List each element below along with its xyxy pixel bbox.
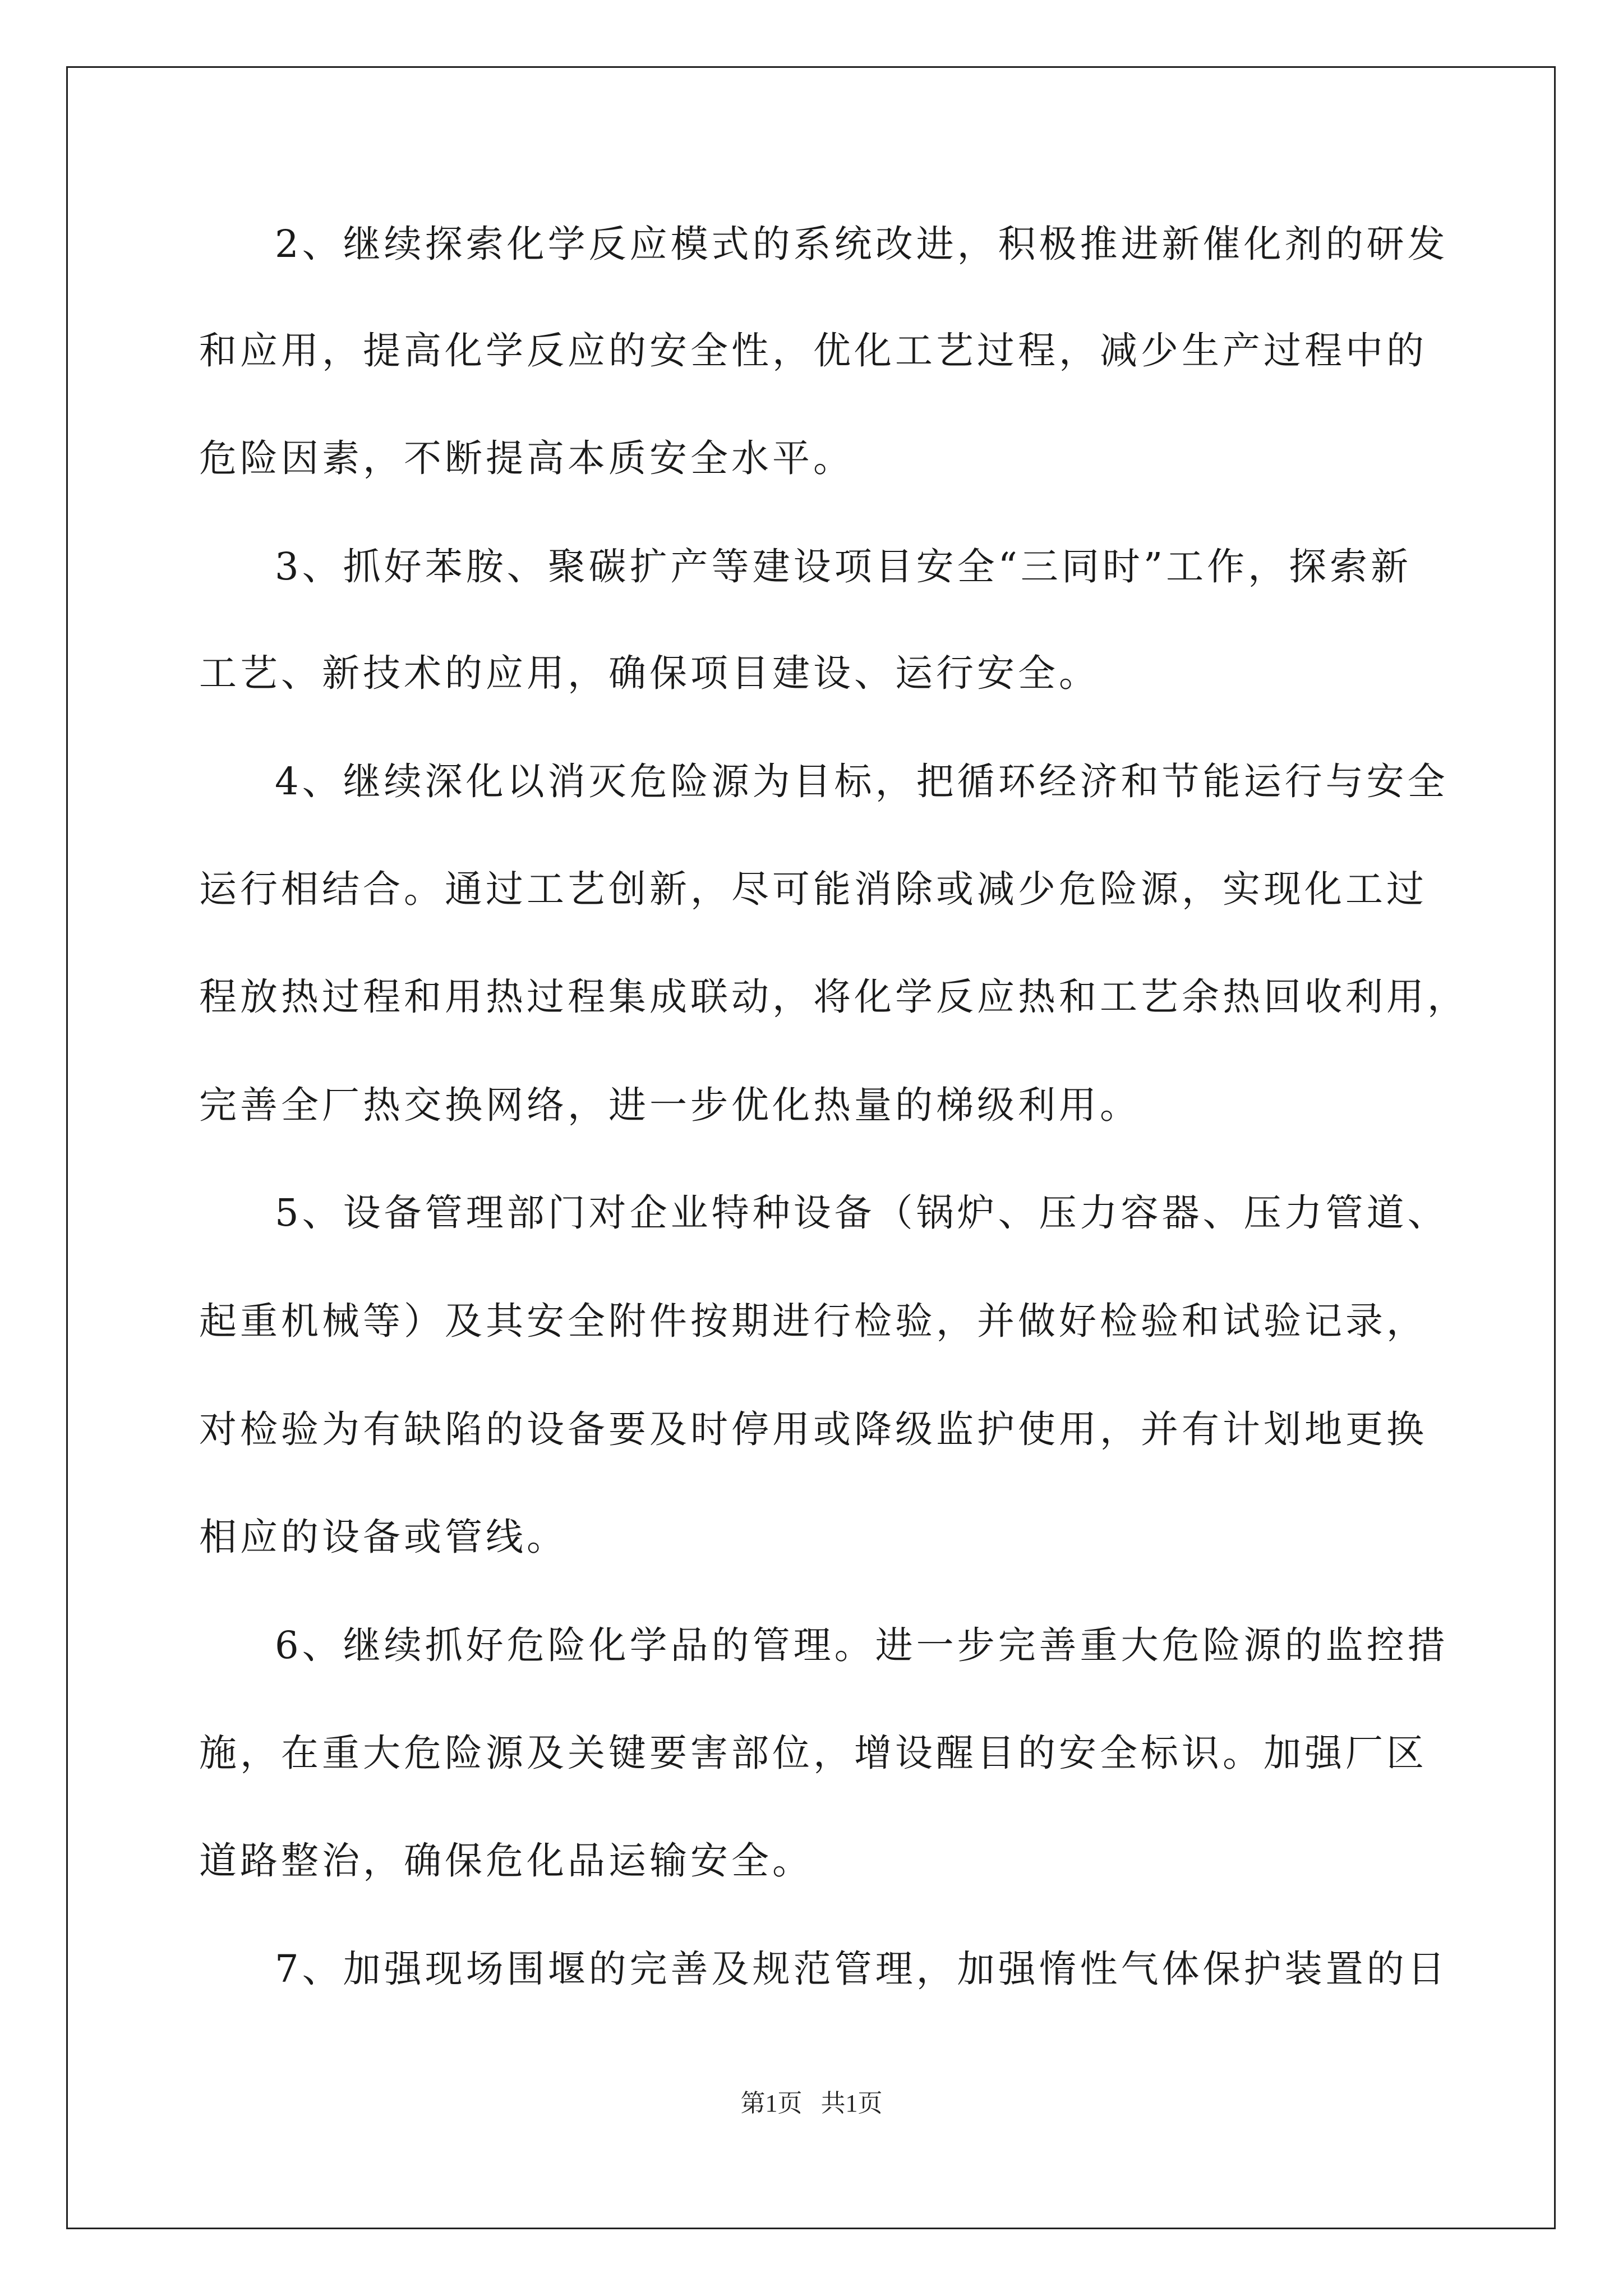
paragraph-4-line-2: 运行相结合。通过工艺创新，尽可能消除或减少危险源，实现化工过 — [199, 867, 1427, 911]
paragraph-4-line-1: 4、继续深化以消灭危险源为目标，把循环经济和节能运行与安全 — [275, 760, 1449, 803]
paragraph-4-line-4: 完善全厂热交换网络，进一步优化热量的梯级利用。 — [199, 1083, 1141, 1127]
paragraph-6-line-1: 6、继续抓好危险化学品的管理。进一步完善重大危险源的监控措 — [275, 1623, 1449, 1667]
paragraph-7-line-1: 7、加强现场围堰的完善及规范管理，加强惰性气体保护装置的日 — [275, 1947, 1449, 1991]
paragraph-5-line-4: 相应的设备或管线。 — [199, 1515, 568, 1559]
paragraph-2-line-1: 2、继续探索化学反应模式的系统改进，积极推进新催化剂的研发 — [275, 222, 1449, 266]
page-footer — [0, 2088, 1623, 2119]
paragraph-3-line-1: 3、抓好苯胺、聚碳扩产等建设项目安全“三同时”工作，探索新 — [275, 545, 1412, 588]
paragraph-3-line-2: 工艺、新技术的应用，确保项目建设、运行安全。 — [199, 651, 1100, 695]
paragraph-5-line-3: 对检验为有缺陷的设备要及时停用或降级监护使用，并有计划地更换 — [199, 1407, 1427, 1451]
page-border — [66, 66, 1556, 2229]
paragraph-4-line-3: 程放热过程和用热过程集成联动，将化学反应热和工艺余热回收利用， — [199, 975, 1468, 1019]
paragraph-6-line-3: 道路整治，确保危化品运输安全。 — [199, 1839, 813, 1883]
paragraph-6-line-2: 施，在重大危险源及关键要害部位，增设醒目的安全标识。加强厂区 — [199, 1731, 1427, 1775]
paragraph-2-line-2: 和应用，提高化学反应的安全性，优化工艺过程，减少生产过程中的 — [199, 329, 1427, 372]
paragraph-2-line-3: 危险因素，不断提高本质安全水平。 — [199, 436, 854, 480]
page-number: 第1页 共1页 — [740, 2090, 883, 2117]
paragraph-5-line-2: 起重机械等）及其安全附件按期进行检验，并做好检验和试验记录， — [199, 1299, 1427, 1343]
paragraph-5-line-1: 5、设备管理部门对企业特种设备（锅炉、压力容器、压力管道、 — [275, 1191, 1449, 1235]
